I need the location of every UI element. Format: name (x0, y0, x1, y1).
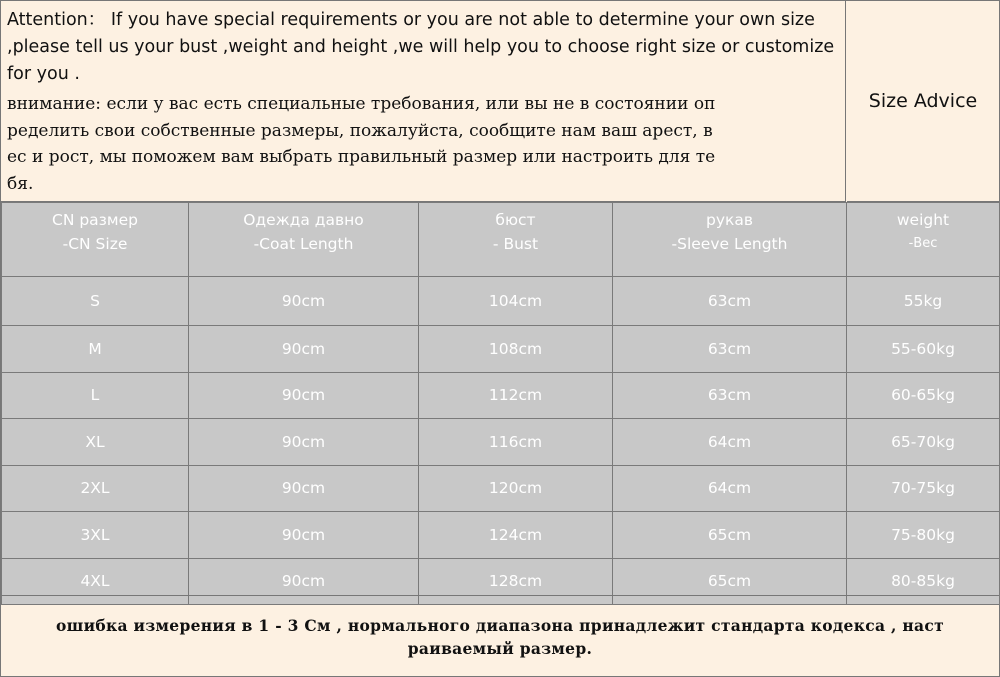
notice-ru-line: ес и рост, мы поможем вам выбрать правильный размер или настроить для те (7, 147, 716, 167)
cell-sleeve: 63cm (613, 372, 847, 419)
cell-weight: 55kg (847, 277, 1000, 326)
cell-size: 4XL (2, 558, 189, 605)
cell-coat-length: 90cm (189, 558, 419, 605)
cell-size: 3XL (2, 512, 189, 559)
cell-bust: 112cm (419, 372, 613, 419)
cell-bust: 120cm (419, 465, 613, 512)
cell-bust: 116cm (419, 419, 613, 466)
notice-en-line: for you . (7, 64, 80, 84)
notice-en-line: ,please tell us your bust ,weight and height ,we will help you to choose right size or customize (7, 37, 835, 57)
cell-bust: 124cm (419, 512, 613, 559)
cell-weight: 80-85kg (847, 558, 1000, 605)
cell-bust: 128cm (419, 558, 613, 605)
notice-english (7, 7, 839, 88)
cell-weight: 70-75kg (847, 465, 1000, 512)
cell-size: XL (2, 419, 189, 466)
notice-en-line: Attention： If you have special requirements or you are not able to determine your own size (7, 10, 815, 30)
cell-sleeve: 64cm (613, 465, 847, 512)
cell-coat-length: 90cm (189, 277, 419, 326)
measurement-note (1, 595, 999, 676)
notice-ru-line: внимание: если у вас есть специальные требования, или вы не в состоянии оп (7, 94, 716, 114)
cell-weight: 75-80kg (847, 512, 1000, 559)
cell-weight: 55-60kg (847, 326, 1000, 373)
size-advice-label: Size Advice (847, 1, 999, 202)
cell-sleeve: 65cm (613, 512, 847, 559)
cell-coat-length: 90cm (189, 419, 419, 466)
note-line: ошибка измерения в 1 - 3 См , нормального диапазона принадлежит стандарта кодекса , наст (55, 616, 945, 635)
table-row (2, 512, 1000, 559)
cell-weight: 65-70kg (847, 419, 1000, 466)
cell-bust: 104cm (419, 277, 613, 326)
table-row (2, 326, 1000, 373)
cell-coat-length: 90cm (189, 372, 419, 419)
table-row (2, 419, 1000, 466)
cell-sleeve: 64cm (613, 419, 847, 466)
cell-weight: 60-65kg (847, 372, 1000, 419)
attention-notice (1, 1, 846, 202)
cell-sleeve: 63cm (613, 277, 847, 326)
cell-sleeve: 63cm (613, 326, 847, 373)
cell-coat-length: 90cm (189, 512, 419, 559)
cell-bust: 108cm (419, 326, 613, 373)
table-header-row (2, 203, 1000, 277)
size-table (1, 202, 1000, 605)
header-bust: бюст - Bust (419, 203, 613, 277)
header-cn-size: CN размер -CN Size (2, 203, 189, 277)
cell-coat-length: 90cm (189, 326, 419, 373)
table-row (2, 465, 1000, 512)
table-row (2, 277, 1000, 326)
cell-sleeve: 65cm (613, 558, 847, 605)
cell-size: S (2, 277, 189, 326)
header-weight: weight -Вес (847, 203, 1000, 277)
cell-size: 2XL (2, 465, 189, 512)
cell-coat-length: 90cm (189, 465, 419, 512)
notice-ru-line: ределить свои собственные размеры, пожалуйста, сообщите нам ваш арест, в (7, 120, 713, 141)
cell-size: L (2, 372, 189, 419)
notice-ru-line: бя. (7, 173, 34, 194)
cell-size: M (2, 326, 189, 373)
note-line: раиваемый размер. (407, 639, 593, 658)
header-coat-length: Одежда давно -Coat Length (189, 203, 419, 277)
header-sleeve-length: рукав -Sleeve Length (613, 203, 847, 277)
table-row (2, 372, 1000, 419)
notice-russian (7, 91, 839, 197)
